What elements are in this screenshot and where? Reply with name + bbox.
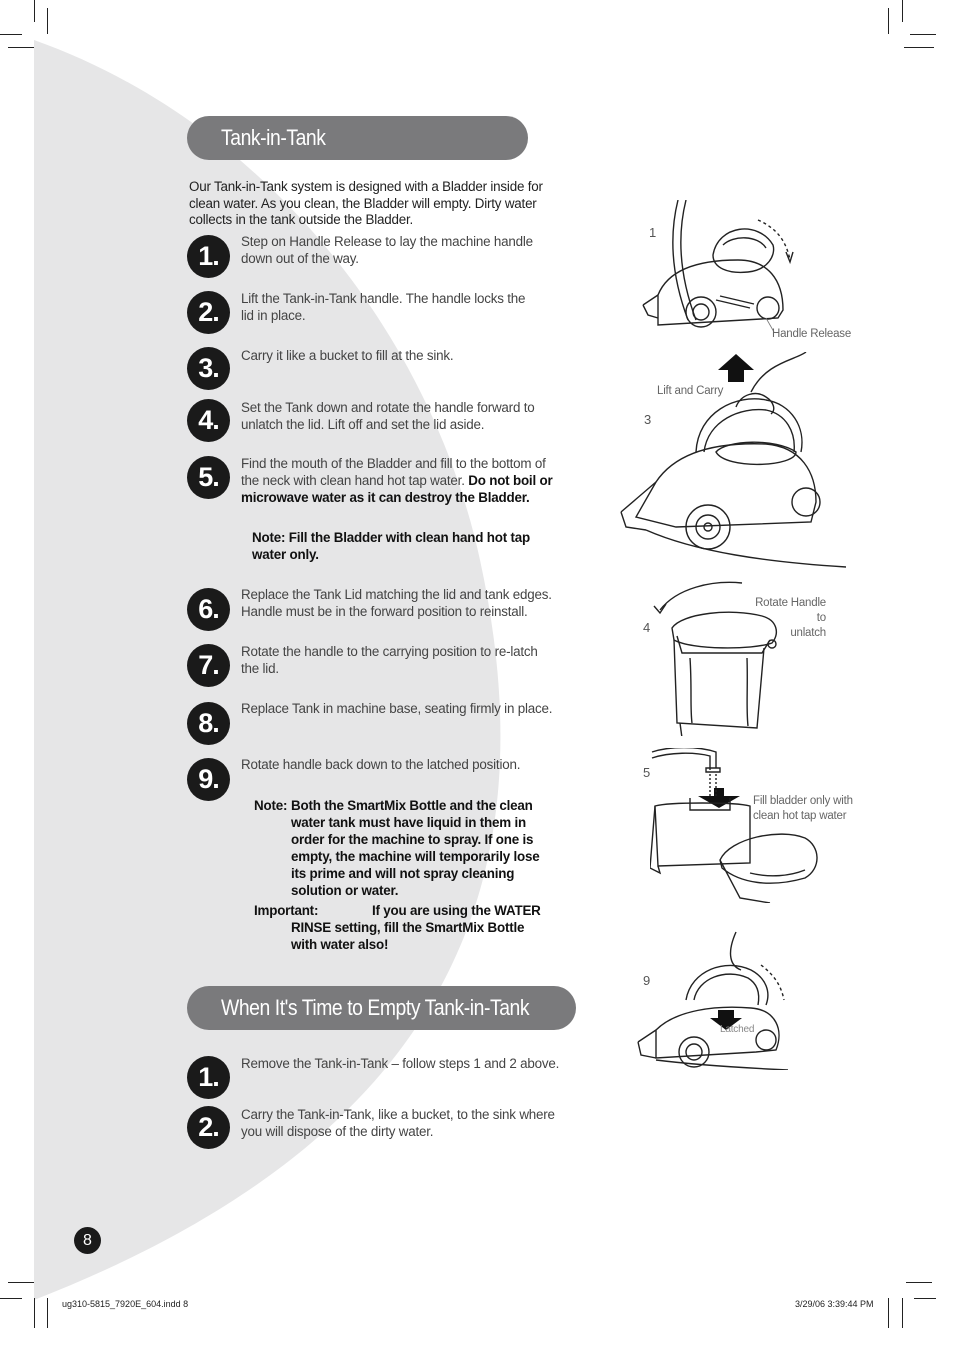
page-number: 8 (74, 1227, 101, 1254)
figure-3-lift-and-carry-illustration (616, 352, 846, 570)
step-text: Carry the Tank-in-Tank, like a bucket, to the sink where you will dispose of the dirty water. (241, 1107, 555, 1139)
step-number: 4. (187, 399, 230, 442)
crop-mark (904, 47, 934, 48)
figure-label-line: clean hot tap water (753, 810, 847, 822)
step-text: Step on Handle Release to lay the machine handle down out of the way. (241, 234, 533, 266)
figure-9-latched-illustration (636, 930, 788, 1070)
crop-mark (34, 1298, 35, 1328)
figure-label-line: Fill bladder only with (753, 795, 853, 807)
step-text: Rotate handle back down to the latched position. (241, 757, 521, 772)
figure-number: 9 (643, 973, 651, 988)
step-text: Carry it like a bucket to fill at the sink. (241, 348, 454, 363)
important-body: If you are using the WATER RINSE setting, fill the SmartMix Bottle with water also! (291, 903, 541, 952)
note-label: Note: (254, 798, 288, 813)
crop-mark (910, 34, 936, 35)
step-number: 6. (187, 588, 230, 631)
important-label: Important: (254, 903, 319, 918)
file-slug: ug310-5815_7920E_604.indd 8 (62, 1299, 189, 1309)
crop-mark (906, 1282, 932, 1283)
step-number: 1. (187, 235, 230, 278)
note-fill-bladder: Note: Fill the Bladder with clean hand hot tap water only. (252, 530, 530, 562)
figure-label: Latched (720, 1024, 755, 1035)
step-text: Lift the Tank-in-Tank handle. The handle locks the lid in place. (241, 291, 526, 323)
crop-mark (47, 1298, 48, 1328)
step-number: 3. (187, 347, 230, 390)
crop-mark (888, 8, 889, 34)
step-text-normal: Find the mouth of the Bladder and fill to the bottom of the neck with clean hand hot tap water. (241, 456, 546, 488)
figure-label: Handle Release (772, 328, 852, 340)
step-text: Replace Tank in machine base, seating firmly in place. (241, 701, 553, 716)
step-number: 1. (187, 1056, 230, 1099)
crop-mark (914, 1298, 936, 1299)
note-both-tanks: Both the SmartMix Bottle and the clean water tank must have liquid in them in order for the machine to spray. If one is empty, the machine will temporarily lose its prime and will not spray cleaning solution or water. (291, 798, 540, 898)
figure-number: 1 (649, 225, 657, 240)
step-number: 5. (187, 456, 230, 499)
crop-mark (0, 1298, 22, 1299)
step-number: 2. (187, 1106, 230, 1149)
crop-mark (34, 0, 35, 22)
step-number: 7. (187, 644, 230, 687)
section-title-empty-tank: When It's Time to Empty Tank-in-Tank (187, 986, 576, 1030)
figure-label-line: unlatch (790, 627, 826, 639)
step-text: Set the Tank down and rotate the handle forward to unlatch the lid. Lift off and set the lid aside. (241, 400, 535, 432)
figure-label-line: Rotate Handle to (755, 597, 826, 624)
crop-mark (8, 1282, 34, 1283)
intro-paragraph: Our Tank-in-Tank system is designed with a Bladder inside for clean water. As you clean, the Bladder will empty. Dirty water collects in the tank outside the Bladder. (189, 179, 543, 228)
step-text: Rotate the handle to the carrying position to re-latch the lid. (241, 644, 538, 676)
step-text: Replace the Tank Lid matching the lid and tank edges. Handle must be in the forward position to reinstall. (241, 587, 552, 619)
step-text (241, 455, 563, 506)
section-title-tank-in-tank: Tank-in-Tank (187, 116, 528, 160)
figure-number: 3 (644, 412, 652, 427)
figure-5-fill-bladder-illustration (650, 748, 830, 903)
figure-number: 4 (643, 620, 651, 635)
step-text-bold: Do not boil or microwave water as it can destroy the Bladder. (241, 473, 553, 505)
step-number: 2. (187, 291, 230, 334)
figure-1-handle-release-illustration (638, 200, 798, 340)
step-number: 8. (187, 702, 230, 745)
figure-number: 5 (643, 765, 651, 780)
step-text: Remove the Tank-in-Tank – follow steps 1 and 2 above. (241, 1056, 560, 1071)
crop-mark (902, 1298, 903, 1328)
figure-label: Lift and Carry (657, 385, 724, 397)
timestamp-slug: 3/29/06 3:39:44 PM (795, 1299, 874, 1309)
crop-mark (0, 34, 22, 35)
figure-4-rotate-handle-illustration (652, 578, 792, 736)
step-number: 9. (187, 758, 230, 801)
crop-mark (902, 0, 903, 22)
crop-mark (8, 47, 34, 48)
crop-mark (888, 1298, 889, 1328)
crop-mark (47, 8, 48, 34)
